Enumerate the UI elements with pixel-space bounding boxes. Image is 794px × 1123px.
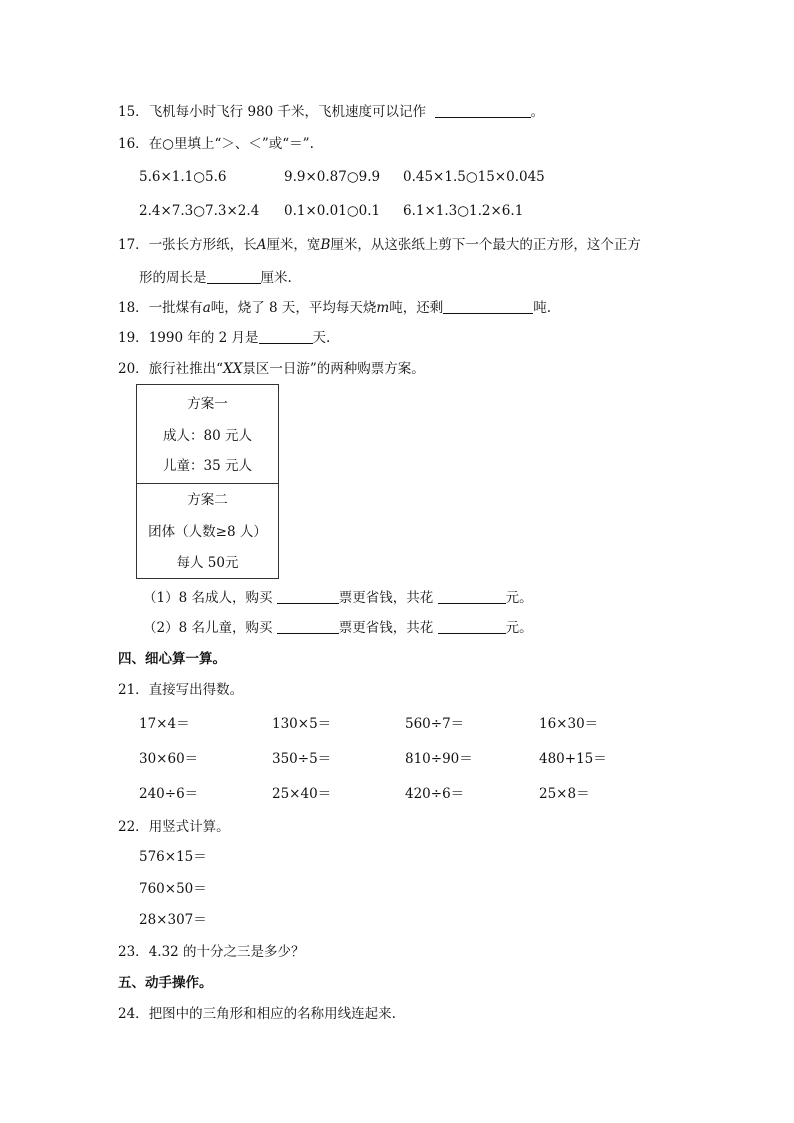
calc-item: 420÷6＝ bbox=[405, 786, 465, 802]
answer-blank[interactable] bbox=[438, 619, 506, 634]
vertical-calc-item: 28×307＝ bbox=[139, 912, 207, 928]
question-number: 16． bbox=[118, 136, 149, 152]
question-17-continued: 形的周长是 厘米. bbox=[139, 270, 292, 286]
plan-1-adult-price: 成人：80 元人 bbox=[163, 428, 252, 444]
variable: a bbox=[202, 300, 211, 316]
calc-item: 25×40＝ bbox=[272, 786, 332, 802]
question-19: 19．1990 年的 2 月是 天. bbox=[118, 330, 331, 346]
compare-item: 9.9×0.87○9.9 bbox=[284, 169, 381, 185]
compare-item: 2.4×7.3○7.3×2.4 bbox=[139, 203, 260, 219]
section-heading-5: 五、动手操作。 bbox=[118, 975, 213, 991]
answer-blank[interactable] bbox=[207, 269, 261, 284]
question-number: 15． bbox=[118, 104, 149, 120]
question-17: 17．一张长方形纸，长A厘米，宽B厘米，从这张纸上剪下一个最大的正方形，这个正方 bbox=[118, 237, 641, 253]
plan-2-condition: 团体（人数≥8 人） bbox=[148, 524, 267, 540]
vertical-calc-item: 760×50＝ bbox=[139, 881, 207, 897]
plan-divider bbox=[137, 483, 278, 484]
calc-item: 16×30＝ bbox=[539, 716, 599, 732]
calc-item: 480+15＝ bbox=[539, 751, 607, 767]
question-text: 飞机每小时飞行 980 千米，飞机速度可以记作 bbox=[148, 104, 427, 120]
compare-item: 0.45×1.5○15×0.045 bbox=[403, 169, 545, 185]
variable: m bbox=[376, 300, 390, 316]
plan-2-price: 每人 50元 bbox=[176, 555, 239, 571]
compare-item: 0.1×0.01○0.1 bbox=[284, 203, 381, 219]
question-23: 23．4.32 的十分之三是多少？ bbox=[118, 944, 305, 960]
answer-blank[interactable] bbox=[435, 103, 531, 118]
section-heading-4: 四、细心算一算。 bbox=[118, 651, 226, 667]
vertical-calc-item: 576×15＝ bbox=[139, 849, 207, 865]
question-number: 17． bbox=[118, 237, 149, 253]
question-21: 21．直接写出得数。 bbox=[118, 682, 244, 698]
variable: A bbox=[256, 237, 267, 253]
calc-item: 350÷5＝ bbox=[272, 751, 332, 767]
calc-item: 25×8＝ bbox=[539, 786, 590, 802]
question-number: 22． bbox=[118, 819, 149, 835]
answer-blank[interactable] bbox=[259, 329, 313, 344]
variable: XX bbox=[223, 361, 243, 377]
plan-1-title: 方案一 bbox=[187, 396, 228, 412]
calc-item: 130×5＝ bbox=[272, 716, 332, 732]
answer-blank[interactable] bbox=[277, 589, 339, 604]
answer-blank[interactable] bbox=[277, 619, 339, 634]
ticket-plan-table bbox=[136, 384, 279, 579]
compare-item: 5.6×1.1○5.6 bbox=[139, 169, 227, 185]
question-22: 22．用竖式计算。 bbox=[118, 819, 230, 835]
compare-item: 6.1×1.3○1.2×6.1 bbox=[403, 203, 524, 219]
calc-item: 810÷90＝ bbox=[405, 751, 473, 767]
variable: B bbox=[320, 237, 331, 253]
question-number: 18． bbox=[118, 300, 149, 316]
calc-item: 560÷7＝ bbox=[405, 716, 465, 732]
question-number: 21． bbox=[118, 682, 149, 698]
answer-blank[interactable] bbox=[438, 589, 506, 604]
question-15: 15．飞机每小时飞行 980 千米，飞机速度可以记作 。 bbox=[118, 104, 545, 120]
calc-item: 17×4＝ bbox=[139, 716, 190, 732]
plan-1-child-price: 儿童：35 元人 bbox=[163, 458, 252, 474]
question-24: 24．把图中的三角形和相应的名称用线连起来. bbox=[118, 1006, 396, 1022]
plan-2-title: 方案二 bbox=[187, 492, 228, 508]
question-number: 20． bbox=[118, 361, 149, 377]
calc-item: 30×60＝ bbox=[139, 751, 199, 767]
question-20-sub-1: （1）8 名成人，购买 票更省钱，共花 元。 bbox=[143, 590, 533, 606]
question-20-sub-2: （2）8 名儿童，购买 票更省钱，共花 元。 bbox=[143, 620, 533, 636]
question-number: 24． bbox=[118, 1006, 149, 1022]
answer-blank[interactable] bbox=[443, 299, 533, 314]
question-20: 20．旅行社推出“XX景区一日游”的两种购票方案。 bbox=[118, 361, 425, 377]
calc-item: 240÷6＝ bbox=[139, 786, 199, 802]
question-text: 在○里填上“＞、＜”或“＝”. bbox=[148, 136, 314, 152]
question-number: 19． bbox=[118, 330, 149, 346]
question-number: 23． bbox=[118, 944, 149, 960]
question-18: 18．一批煤有a吨，烧了 8 天，平均每天烧m吨，还剩 吨. bbox=[118, 300, 552, 316]
question-16 bbox=[118, 135, 314, 153]
